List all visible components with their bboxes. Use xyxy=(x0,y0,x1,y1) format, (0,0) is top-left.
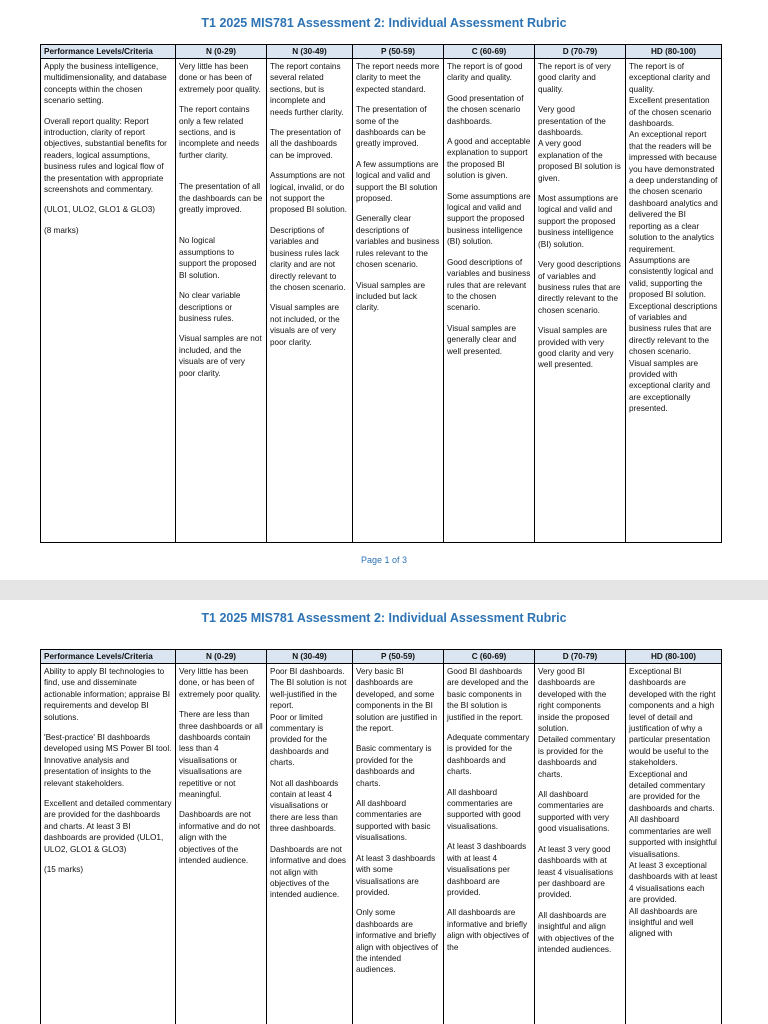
header-criteria: Performance Levels/Criteria xyxy=(41,45,176,59)
descriptor-text: Very good descriptions of variables and business rules that are directly relevant to the chosen scenario. xyxy=(538,260,621,315)
criteria-text: 'Best-practice' BI dashboards developed using MS Power BI tool. Innovative analysis and presentation of insights to the relevant stakeholders. xyxy=(44,733,172,788)
descriptor-text: Visual samples are provided with exceptional clarity and are exceptionally presented. xyxy=(629,358,711,414)
descriptor-text: The report is of very good clarity and quality. xyxy=(538,62,611,94)
n-0-29-cell xyxy=(176,59,267,543)
descriptor-text: All dashboard commentaries are well supported with insightful visualisations. xyxy=(629,815,717,859)
descriptor-text: All dashboard commentaries are supported with basic visualisations. xyxy=(356,799,431,843)
descriptor-text: All dashboards are insightful and well aligned with xyxy=(629,906,698,939)
descriptor-text: The report is of exceptional clarity and quality. xyxy=(629,62,711,94)
criteria-text: (ULO1, ULO2, GLO1 & GLO3) xyxy=(44,205,156,215)
descriptor-text: A few assumptions are logical and valid and support the BI solution proposed. xyxy=(356,159,439,204)
descriptor-text: The presentation of all the dashboards can be greatly improved. xyxy=(179,182,263,215)
header-hd: HD (80-100) xyxy=(626,650,722,664)
descriptor-text: Very little has been done, or has been of extremely poor quality. xyxy=(179,667,261,699)
descriptor-text: A very good explanation of the proposed BI solution is given. xyxy=(538,139,621,183)
page-gap xyxy=(0,580,768,600)
n-30-49-cell xyxy=(267,59,353,543)
descriptor-text: Very good presentation of the dashboards. xyxy=(538,105,606,138)
descriptor-text: The presentation of all the dashboards can be improved. xyxy=(270,128,341,160)
n-0-29-cell xyxy=(176,664,267,1024)
descriptor-text: Good BI dashboards are developed and the basic components in the BI solution is justified in the report. xyxy=(447,667,529,722)
descriptor-text: Excellent presentation of the chosen scenario dashboards. xyxy=(629,96,712,129)
descriptor-text: Very good BI dashboards are developed with the right components inside the proposed solution. xyxy=(538,667,610,734)
descriptor-text: The report is of good clarity and quality. xyxy=(447,62,523,83)
criteria-cell xyxy=(41,664,176,1024)
descriptor-text: Good presentation of the chosen scenario dashboards. xyxy=(447,93,524,126)
descriptor-text: Visual samples are generally clear and well presented. xyxy=(447,323,517,356)
header-c: C (60-69) xyxy=(444,650,535,664)
descriptor-text: Most assumptions are logical and valid and support the proposed business intelligence (BI) solution. xyxy=(538,194,619,249)
rubric-row xyxy=(41,59,722,543)
descriptor-text: At least 3 dashboards with some visualisations are provided. xyxy=(356,853,436,897)
descriptor-text: Poor BI dashboards. xyxy=(270,667,345,676)
descriptor-text: No logical assumptions to support the proposed BI solution. xyxy=(179,236,257,280)
criteria-text: Ability to apply BI technologies to find, use and disseminate actionable information; appraise BI requirements and develop BI solutions. xyxy=(44,667,171,722)
descriptor-text: Visual samples are not included, or the visuals are of very poor clarity. xyxy=(270,303,340,347)
page-number: Page 1 of 3 xyxy=(360,555,408,565)
descriptor-text: Descriptions of variables and business rules lack clarity and are not directly relevant to the chosen scenario. xyxy=(270,225,346,292)
descriptor-text: At least 3 dashboards with at least 4 visualisations per dashboard are provided. xyxy=(447,842,527,897)
descriptor-text: The report contains only a few related sections, and is incomplete and needs further clarity. xyxy=(179,105,260,160)
descriptor-text: Exceptional descriptions of variables and business rules that are directly relevant to the chosen scenario. xyxy=(629,301,718,357)
descriptor-text: No clear variable descriptions or business rules. xyxy=(179,291,241,323)
criteria-marks: (8 marks) xyxy=(44,225,79,235)
descriptor-text: At least 3 very good dashboards with at least 4 visualisations per dashboard are provided. xyxy=(538,844,614,900)
descriptor-text: Dashboards are not informative and do not align with the objectives of the intended audience. xyxy=(179,810,261,866)
descriptor-text: Detailed commentary is provided for the dashboards and charts. xyxy=(538,735,616,779)
criteria-text: Overall report quality: Report introduction, clarity of report objectives, substantial benefits for readers, logical assumptions, business rules and logical flow of the presentation with appropriate screenshots and commentary. xyxy=(44,116,167,195)
header-p: P (50-59) xyxy=(353,650,444,664)
c-cell xyxy=(444,664,535,1024)
descriptor-text: Basic commentary is provided for the dashboards and charts. xyxy=(356,744,432,788)
descriptor-text: Some assumptions are logical and valid and support the proposed business intelligence (BI) solution. xyxy=(447,191,531,247)
descriptor-text: All dashboards are informative and briefly align with objectives of the xyxy=(447,908,529,952)
descriptor-text: Visual samples are included but lack clarity. xyxy=(356,280,426,313)
header-n-0-29: N (0-29) xyxy=(176,650,267,664)
descriptor-text: An exceptional report that the readers will be impressed with because you have demonstrated a deep understanding of the chosen scenario dashboard analytics and delivered the BI reporting as a clear solution to the analytics requirement. xyxy=(629,130,718,254)
descriptor-text: All dashboards are insightful and align with objectives of the intended audiences. xyxy=(538,910,615,954)
descriptor-text: The report contains several related sections, but is incomplete and needs further clarity. xyxy=(270,62,344,117)
header-c: C (60-69) xyxy=(444,45,535,59)
criteria-text: Apply the business intelligence, multidimensionality, and database concepts within the chosen scenario setting. xyxy=(44,62,167,106)
descriptor-text: Adequate commentary is provided for the dashboards and charts. xyxy=(447,733,530,777)
descriptor-text: All dashboard commentaries are supported with very good visualisations. xyxy=(538,790,610,834)
descriptor-text: Dashboards are not informative and does not align with objectives of the intended audience. xyxy=(270,844,347,900)
rubric-table-1 xyxy=(40,44,722,543)
descriptor-text: The presentation of some of the dashboards can be greatly improved. xyxy=(356,105,427,149)
d-cell xyxy=(535,664,626,1024)
rubric-header-row xyxy=(41,650,722,664)
rubric-header-row xyxy=(41,45,722,59)
rubric-row xyxy=(41,664,722,1024)
c-cell xyxy=(444,59,535,543)
descriptor-text: Visual samples are provided with very good clarity and very well presented. xyxy=(538,326,614,370)
p-cell xyxy=(353,664,444,1024)
descriptor-text: The report needs more clarity to meet the expected standard. xyxy=(356,62,440,94)
descriptor-text: Assumptions are consistently logical and valid, supporting the proposed BI solution. xyxy=(629,255,714,300)
descriptor-text: Assumptions are not logical, invalid, or do not support the proposed BI solution. xyxy=(270,171,347,215)
descriptor-text: At least 3 exceptional dashboards with at least 4 visualisations each are provided. xyxy=(629,860,718,905)
document-page-2 xyxy=(0,600,768,1024)
header-p: P (50-59) xyxy=(353,45,444,59)
header-n-0-29: N (0-29) xyxy=(176,45,267,59)
header-d: D (70-79) xyxy=(535,45,626,59)
descriptor-text: The BI solution is not well-justified in the report. xyxy=(270,678,347,711)
criteria-text: Excellent and detailed commentary are provided for the dashboards and charts. At least 3 BI dashboards are provided (ULO1, ULO2, GLO1 & GLO3) xyxy=(44,799,172,854)
criteria-cell xyxy=(41,59,176,543)
header-d: D (70-79) xyxy=(535,650,626,664)
hd-cell xyxy=(626,59,722,543)
descriptor-text: There are less than three dashboards or all dashboards contain less than 4 visualisations or visualisations are repetitive or not meaningful. xyxy=(179,710,263,800)
criteria-marks: (15 marks) xyxy=(44,865,84,875)
descriptor-text: Very basic BI dashboards are developed, and some components in the BI solution are justified in the report. xyxy=(356,667,438,734)
hd-cell xyxy=(626,664,722,1024)
n-30-49-cell xyxy=(267,664,353,1024)
descriptor-text: Exceptional BI dashboards are developed with the right components and a high level of detail and justification of why a particular presentation would be useful to the stakeholders. xyxy=(629,667,716,768)
page-1-title: T1 2025 MIS781 Assessment 2: Individual Assessment Rubric xyxy=(201,16,567,30)
descriptor-text: Visual samples are not included, and the visuals are of very poor clarity. xyxy=(179,334,262,378)
descriptor-text: Not all dashboards contain at least 4 visualisations or there are less than three dashboards. xyxy=(270,778,339,834)
p-cell xyxy=(353,59,444,543)
header-n-30-49: N (30-49) xyxy=(267,650,353,664)
header-n-30-49: N (30-49) xyxy=(267,45,353,59)
descriptor-text: Generally clear descriptions of variables and business rules relevant to the chosen scenario. xyxy=(356,214,440,270)
descriptor-text: Only some dashboards are informative and briefly align with objectives of the intended audiences. xyxy=(356,908,438,975)
page-2-title: T1 2025 MIS781 Assessment 2: Individual Assessment Rubric xyxy=(201,611,567,625)
header-criteria: Performance Levels/Criteria xyxy=(41,650,176,664)
descriptor-text: Very little has been done or has been of extremely poor quality. xyxy=(179,62,261,94)
descriptor-text: All dashboard commentaries are supported with good visualisations. xyxy=(447,787,521,831)
d-cell xyxy=(535,59,626,543)
descriptor-text: A good and acceptable explanation to support the proposed BI solution is given. xyxy=(447,137,531,181)
rubric-table-2 xyxy=(40,649,722,1024)
descriptor-text: Good descriptions of variables and business rules that are relevant to the chosen scenario. xyxy=(447,257,531,313)
header-hd: HD (80-100) xyxy=(626,45,722,59)
descriptor-text: Exceptional and detailed commentary are provided for the dashboards and charts. xyxy=(629,769,715,813)
descriptor-text: Poor or limited commentary is provided for the dashboards and charts. xyxy=(270,712,329,768)
